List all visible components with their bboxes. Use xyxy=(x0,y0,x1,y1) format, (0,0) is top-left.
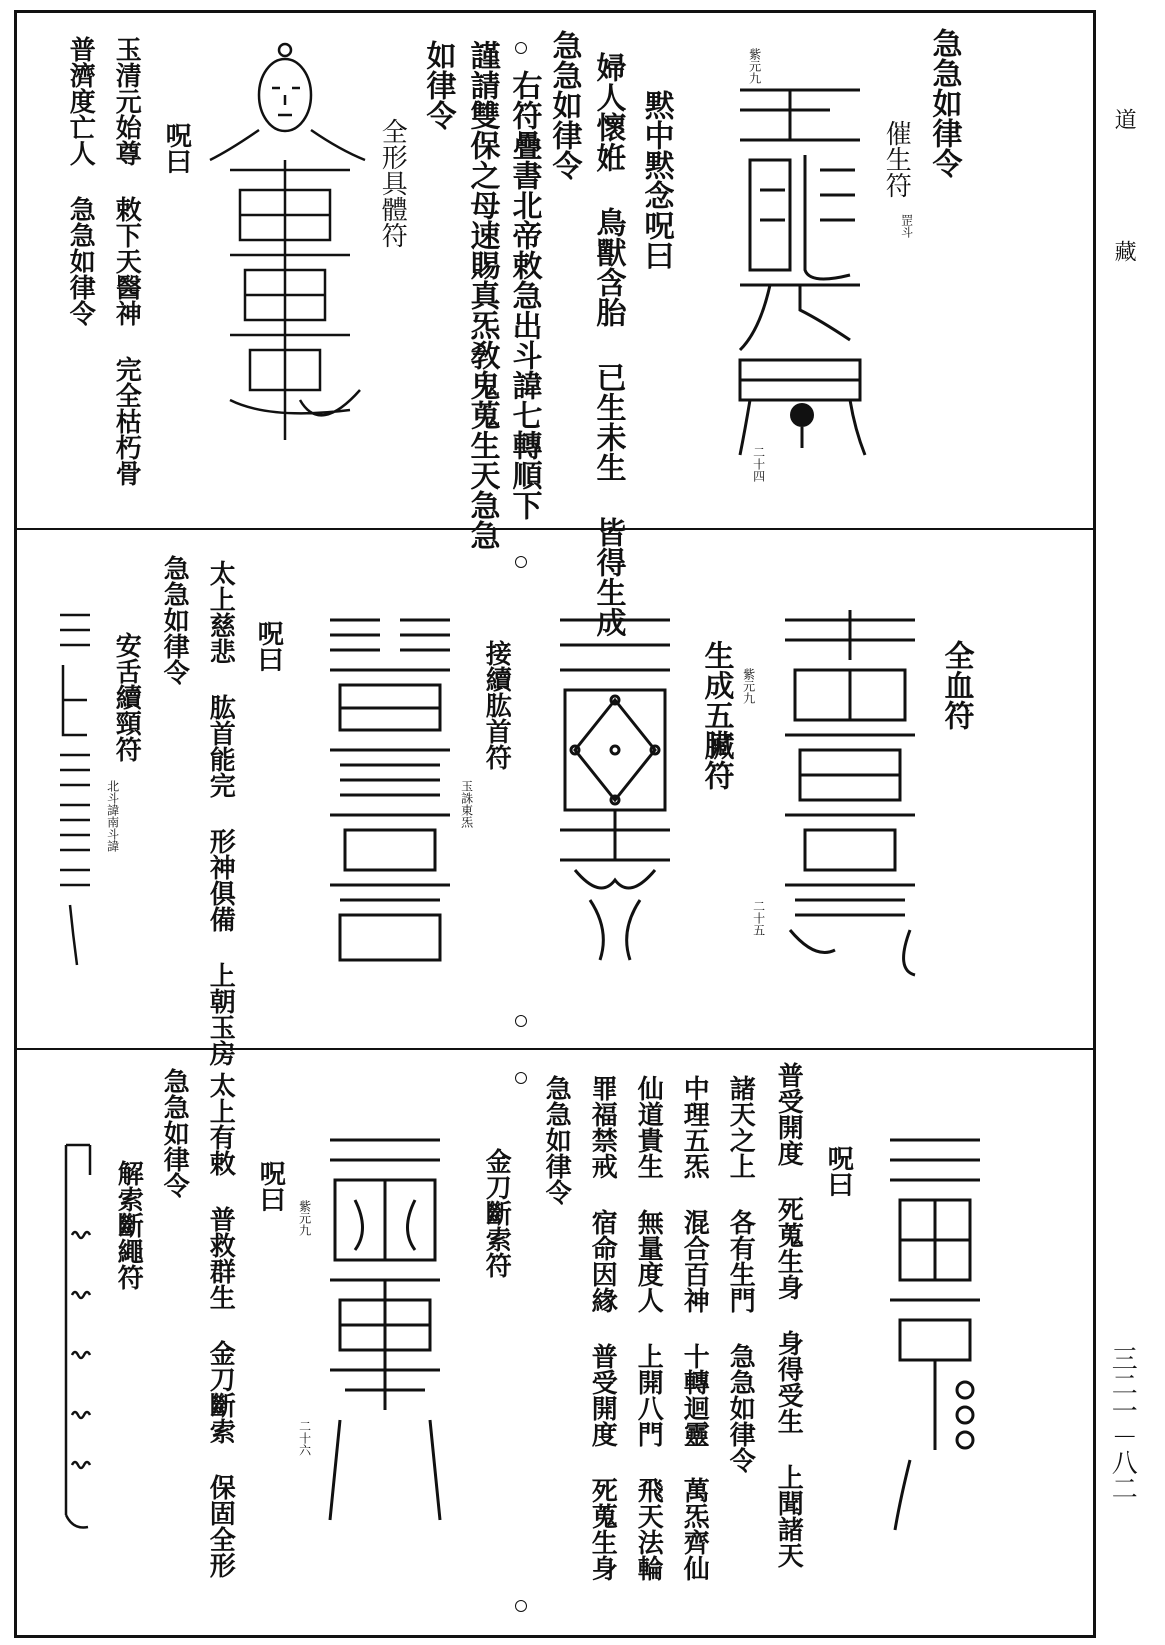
bot-col-4: 中理五炁 混合百神 十轉迴靈 萬炁齊仙 xyxy=(679,1075,710,1581)
talisman-cuisheng xyxy=(730,70,870,470)
bot-col-3: 諸天之上 各有生門 急急如律令 xyxy=(725,1075,756,1473)
top-col-12: 普濟度亡人 急急如律令 xyxy=(65,36,96,326)
margin-title-1: 道 xyxy=(1111,108,1137,130)
bot-col-9: 呪曰 xyxy=(255,1160,286,1212)
bot-col-1: 呪曰 xyxy=(823,1145,854,1197)
top-col-6: 右符疊書北帝敕急出斗諱七轉順下 xyxy=(506,70,542,520)
talisman-jindao xyxy=(320,1120,450,1540)
top-col-2-title: 催生符 xyxy=(881,120,912,198)
marker-circle xyxy=(515,1600,527,1612)
marker-circle xyxy=(515,556,527,568)
top-col-8: 如律令 xyxy=(420,40,456,130)
seal-number-3: 二十六 xyxy=(297,1420,312,1456)
seal-number-1: 二十四 xyxy=(751,446,766,482)
top-col-9-title: 全形具體符 xyxy=(377,118,408,248)
talisman-xujing xyxy=(55,605,95,975)
mid-col-7-note: 北斗諱南斗諱 xyxy=(105,780,120,852)
mid-col-3: 接續肱首符 xyxy=(481,640,512,770)
top-col-11: 玉清元始尊 敕下天醫神 完全枯朽骨 xyxy=(111,36,142,486)
talisman-gongshou xyxy=(320,600,460,980)
top-col-5: 急急如律令 xyxy=(546,30,582,180)
mid-col-2: 生成五臟符 xyxy=(698,640,734,790)
mid-col-6: 急急如律令 xyxy=(159,555,190,685)
mid-col-5: 太上慈悲 肱首能完 形神俱備 上朝玉房 xyxy=(205,560,236,1066)
marker-circle xyxy=(515,1072,527,1084)
top-col-3: 黙中黙念呪曰 xyxy=(638,90,674,270)
mid-col-3-note: 玉誅東炁 xyxy=(459,780,474,828)
marker-circle xyxy=(515,1015,527,1027)
bot-col-12-title: 解索斷繩符 xyxy=(113,1160,144,1290)
mid-col-1-title: 全血符 xyxy=(938,640,974,730)
mid-col-7: 安舌續頸符 xyxy=(111,632,142,762)
top-col-7: 謹請雙保之母速賜真炁敎鬼蒐生天急急 xyxy=(464,40,500,550)
section-divider-top xyxy=(14,528,1096,530)
bot-col-8-title: 金刀斷索符 xyxy=(481,1148,512,1278)
top-col-10: 呪曰 xyxy=(161,122,192,174)
top-col-2-note: 罡斗 xyxy=(899,214,914,238)
mid-col-2-note: 紫元九 xyxy=(741,668,756,704)
bot-col-2: 普受開度 死蒐生身 身得受生 上聞諸天 xyxy=(773,1062,804,1568)
bot-col-10: 太上有敕 普救群生 金刀斷索 保固全形 xyxy=(205,1072,236,1578)
bot-col-6: 罪福禁戒 宿命因緣 普受開度 死蒐生身 xyxy=(587,1075,618,1581)
section-divider-bottom xyxy=(14,1048,1096,1050)
mid-col-4: 呪曰 xyxy=(253,620,284,672)
talisman-jiesuo xyxy=(58,1135,98,1535)
talisman-quanxing xyxy=(210,40,370,460)
bot-col-11: 急急如律令 xyxy=(159,1068,190,1198)
bot-col-7: 急急如律令 xyxy=(541,1075,572,1205)
seal-number-2: 二十五 xyxy=(751,900,766,936)
talisman-bottom-right xyxy=(880,1120,990,1540)
margin-title-2: 藏 xyxy=(1111,240,1137,262)
bot-col-8-note: 紫元九 xyxy=(297,1200,312,1236)
top-col-1: 急急如律令 xyxy=(926,28,962,178)
seal-label-1: 紫元九 xyxy=(747,48,762,84)
marker-circle xyxy=(515,42,527,54)
top-col-4: 婦人懷姙 鳥獸含胎 已生未生 皆得生成 xyxy=(590,52,626,637)
talisman-quanxue xyxy=(775,600,925,980)
page-number: 三二一－八二 xyxy=(1107,1345,1138,1501)
bot-col-5: 仙道貴生 無量度人 上開八門 飛天法輪 xyxy=(633,1075,664,1581)
talisman-wuzang xyxy=(550,600,680,980)
